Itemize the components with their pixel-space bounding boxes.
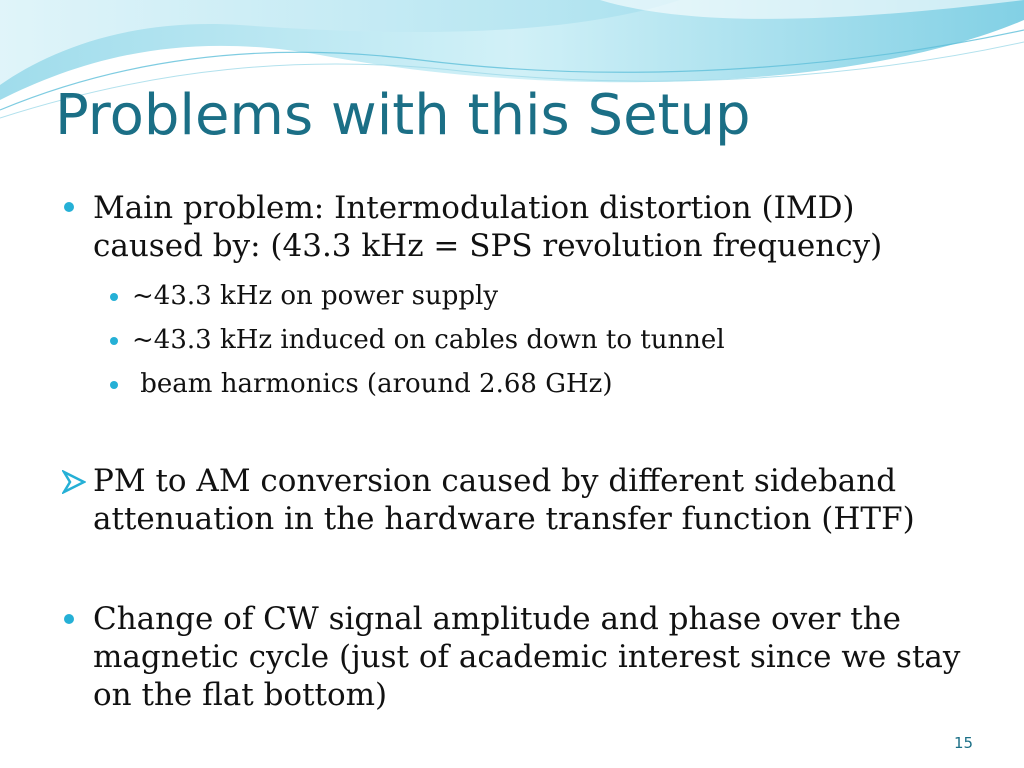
- bullet-1-text: Main problem: Intermodulation distortion (IMD) caused by: (43.3 kHz = SPS revolution frequency): [93, 190, 883, 264]
- bullet-dot: [64, 614, 74, 624]
- sub-bullet-2-text: ~43.3 kHz induced on cables down to tunnel: [132, 325, 725, 355]
- bullet-dot: [64, 202, 74, 212]
- sub-bullet-3-text: beam harmonics (around 2.68 GHz): [132, 369, 613, 399]
- arrow-icon: [62, 470, 86, 494]
- bullet-3-text: Change of CW signal amplitude and phase over the magnetic cycle (just of academic interest since we stay on the flat bottom): [93, 601, 961, 713]
- sub-bullet-dot: [110, 381, 118, 389]
- page-number: 15: [954, 734, 974, 752]
- sub-bullet-dot: [110, 337, 118, 345]
- sub-bullet-1-text: ~43.3 kHz on power supply: [132, 281, 499, 311]
- slide-title: Problems with this Setup: [55, 83, 751, 148]
- bullet-2-text: PM to AM conversion caused by different sideband attenuation in the hardware transfer function (HTF): [93, 463, 915, 537]
- sub-bullet-dot: [110, 293, 118, 301]
